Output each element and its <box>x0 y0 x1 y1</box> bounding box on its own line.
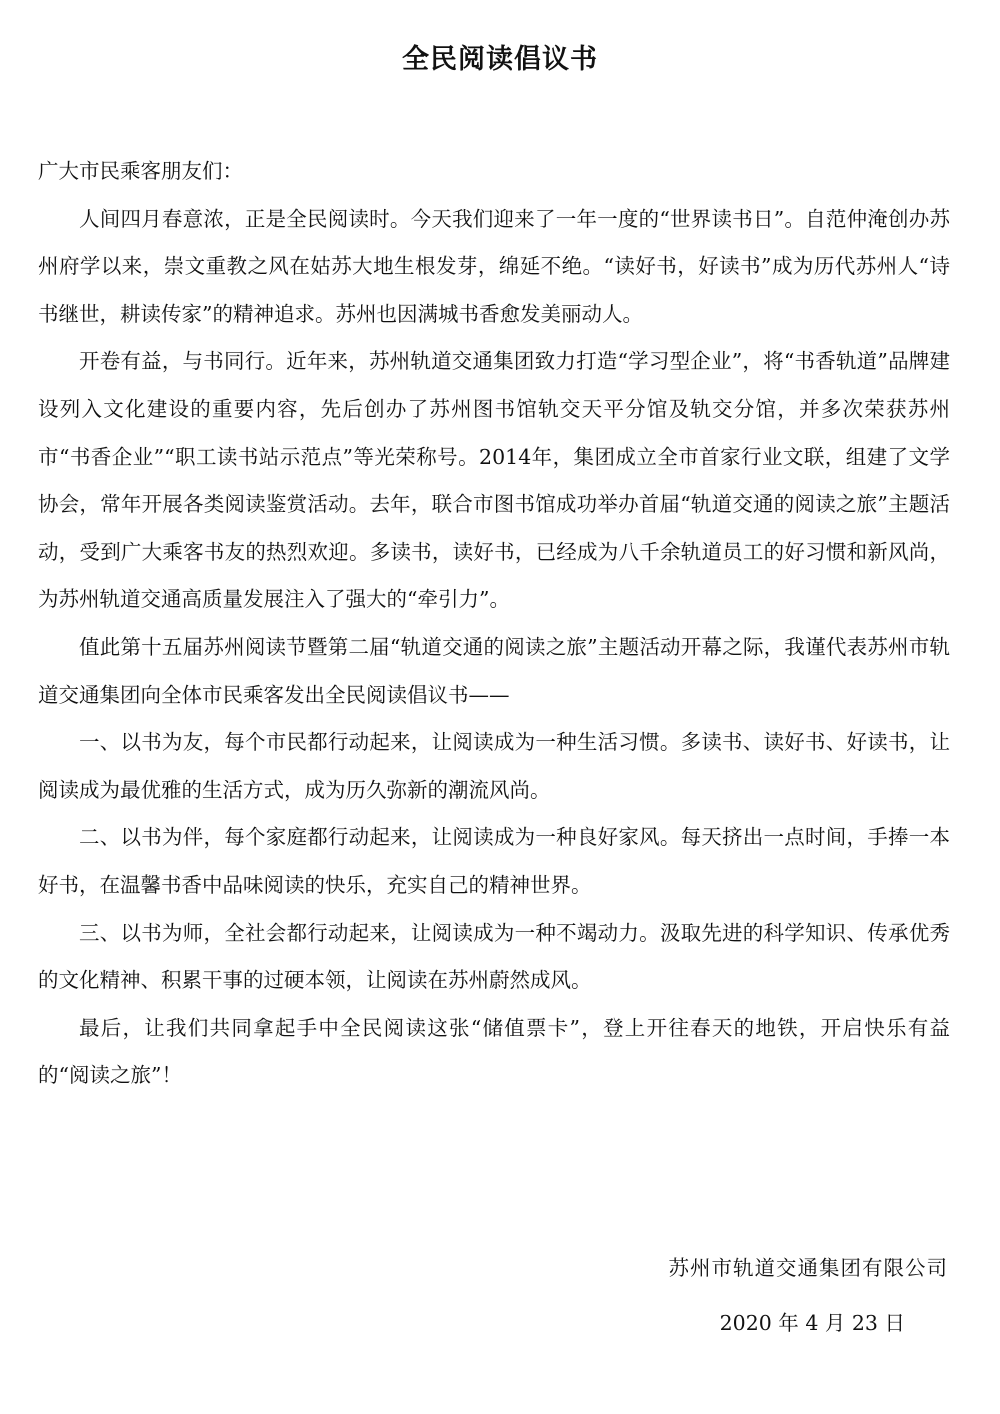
document-body <box>38 148 950 1100</box>
signature-organization: 苏州市轨道交通集团有限公司 <box>668 1256 948 1280</box>
paragraph-initiative-intro: 值此第十五届苏州阅读节暨第二届“轨道交通的阅读之旅”主题活动开幕之际，我谨代表苏州市轨道交通集团向全体市民乘客发出全民阅读倡议书—— <box>38 634 950 707</box>
paragraph-closing: 最后，让我们共同拿起手中全民阅读这张“储值票卡”，登上开往春天的地铁，开启快乐有益的“阅读之旅”！ <box>38 1015 950 1088</box>
signature-date: 2020 年 4 月 23 日 <box>719 1311 905 1335</box>
paragraph-initiative-three: 三、以书为师，全社会都行动起来，让阅读成为一种不竭动力。汲取先进的科学知识、传承优秀的文化精神、积累干事的过硬本领，让阅读在苏州蔚然成风。 <box>38 920 950 993</box>
paragraph-world-book-day: 人间四月春意浓，正是全民阅读时。今天我们迎来了一年一度的“世界读书日”。自范仲淹创办苏州府学以来，崇文重教之风在姑苏大地生根发芽，绵延不绝。“读好书，好读书”成为历代苏州人“诗书继世，耕读传家”的精神追求。苏州也因满城书香愈发美丽动人。 <box>38 206 950 326</box>
paragraph-initiative-one: 一、以书为友，每个市民都行动起来，让阅读成为一种生活习惯。多读书、读好书、好读书，让阅读成为最优雅的生活方式，成为历久弥新的潮流风尚。 <box>38 730 950 802</box>
document-title: 全民阅读倡议书 <box>402 44 598 75</box>
salutation: 广大市民乘客朋友们： <box>38 159 243 183</box>
paragraph-initiative-two: 二、以书为伴，每个家庭都行动起来，让阅读成为一种良好家风。每天挤出一点时间，手捧一本好书，在温馨书香中品味阅读的快乐，充实自己的精神世界。 <box>38 825 950 897</box>
paragraph-rail-transit-reading: 开卷有益，与书同行。近年来，苏州轨道交通集团致力打造“学习型企业”，将“书香轨道”品牌建设列入文化建设的重要内容，先后创办了苏州图书馆轨交天平分馆及轨交分馆，并多次荣获苏州市“书香企业”“职工读书站示范点”等光荣称号。2014年，集团成立全市首家行业文联，组建了文学协会，常年开展各类阅读鉴赏活动。去年，联合市图书馆成功举办首届“轨道交通的阅读之旅”主题活动，受到广大乘客书友的热烈欢迎。多读书，读好书，已经成为八千余轨道员工的好习惯和新风尚，为苏州轨道交通高质量发展注入了强大的“牵引力”。 <box>38 349 950 612</box>
